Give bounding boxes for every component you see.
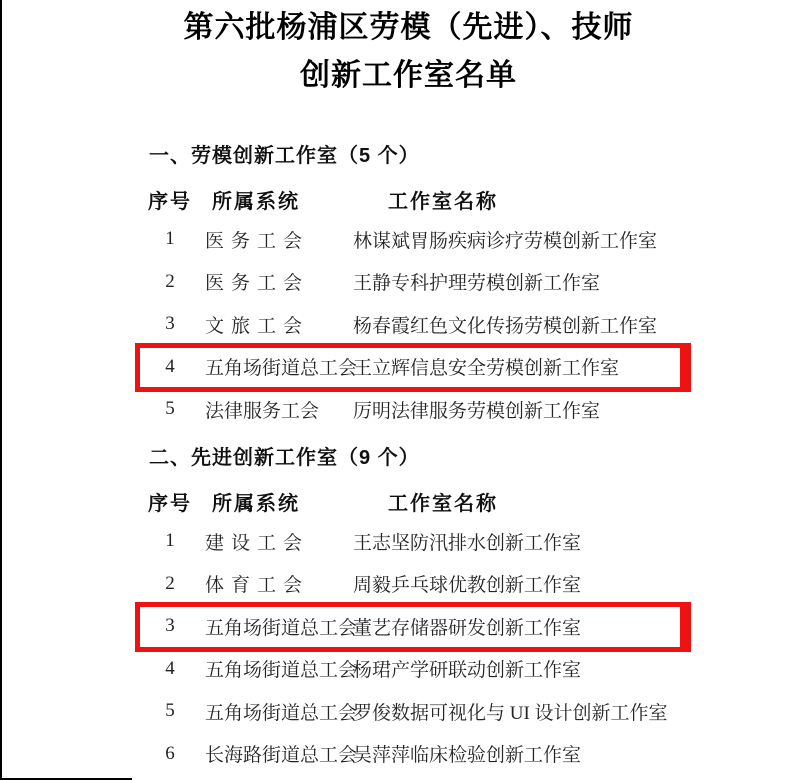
row-index: 4 (165, 355, 175, 377)
table-row (143, 346, 797, 389)
row-index: 5 (165, 700, 175, 722)
row-index: 3 (165, 615, 175, 637)
row-system: 法律服务工会 (205, 400, 320, 422)
table-row (143, 563, 797, 606)
row-index: 1 (165, 228, 175, 250)
row-name: 厉明法律服务劳模创新工作室 (353, 400, 601, 422)
scan-edge-line-left (0, 0, 2, 780)
header-cell-name: 工作室名称 (388, 191, 498, 213)
row-name: 王志坚防汛排水创新工作室 (353, 532, 582, 554)
title-line-1: 第六批杨浦区劳模（先进）、技师 (183, 11, 634, 44)
title-line-2: 创新工作室名单 (300, 59, 517, 92)
row-name: 杨珺产学研联动创新工作室 (353, 660, 582, 682)
section-heading: 二、先进创新工作室（9 个） (149, 447, 420, 469)
row-system: 五角场街道总工会 (205, 660, 358, 682)
row-name: 周毅乒乓球优教创新工作室 (353, 575, 582, 597)
table-row (143, 733, 797, 776)
row-index: 2 (165, 270, 175, 292)
row-name: 罗俊数据可视化与 UI 设计创新工作室 (353, 702, 668, 724)
row-name: 董艺存储器研发创新工作室 (353, 617, 582, 639)
table-row (143, 648, 797, 691)
row-name: 吴萍萍临床检验创新工作室 (353, 745, 582, 767)
row-index: 1 (165, 530, 175, 552)
table-row (143, 218, 797, 261)
table-rows (143, 520, 797, 775)
row-system: 五角场街道总工会 (205, 617, 358, 639)
table-row (143, 388, 797, 431)
section-laomo-studios (143, 144, 797, 431)
table-header-row (143, 190, 797, 214)
row-name: 王立辉信息安全劳模创新工作室 (353, 358, 620, 380)
table-row (143, 690, 797, 733)
table-header-row (143, 492, 797, 516)
row-system: 建设工会 (205, 532, 310, 554)
header-cell-index: 序号 (148, 191, 192, 213)
row-system: 体育工会 (205, 575, 310, 597)
document-title (20, 4, 797, 100)
row-name: 杨春霞红色文化传扬劳模创新工作室 (353, 315, 658, 337)
table-row (143, 520, 797, 563)
header-cell-system: 所属系统 (212, 493, 300, 515)
table-row (143, 605, 797, 648)
row-index: 4 (165, 657, 175, 679)
row-system: 医务工会 (205, 230, 310, 252)
row-name: 林谋斌胃肠疾病诊疗劳模创新工作室 (353, 230, 658, 252)
table-row (143, 303, 797, 346)
row-name: 王静专科护理劳模创新工作室 (353, 273, 601, 295)
row-index: 5 (165, 398, 175, 420)
table-row (143, 261, 797, 304)
section-advanced-studios (143, 446, 797, 775)
row-index: 3 (165, 313, 175, 335)
row-system: 长海路街道总工会 (205, 745, 358, 767)
row-system: 五角场街道总工会 (205, 702, 358, 724)
table-rows (143, 218, 797, 431)
row-index: 2 (165, 572, 175, 594)
row-system: 文旅工会 (205, 315, 310, 337)
section-heading: 一、劳模创新工作室（5 个） (149, 145, 420, 167)
header-cell-system: 所属系统 (212, 191, 300, 213)
row-index: 6 (165, 742, 175, 764)
header-cell-name: 工作室名称 (388, 493, 498, 515)
row-system: 五角场街道总工会 (205, 358, 358, 380)
header-cell-index: 序号 (148, 493, 192, 515)
row-system: 医务工会 (205, 273, 310, 295)
